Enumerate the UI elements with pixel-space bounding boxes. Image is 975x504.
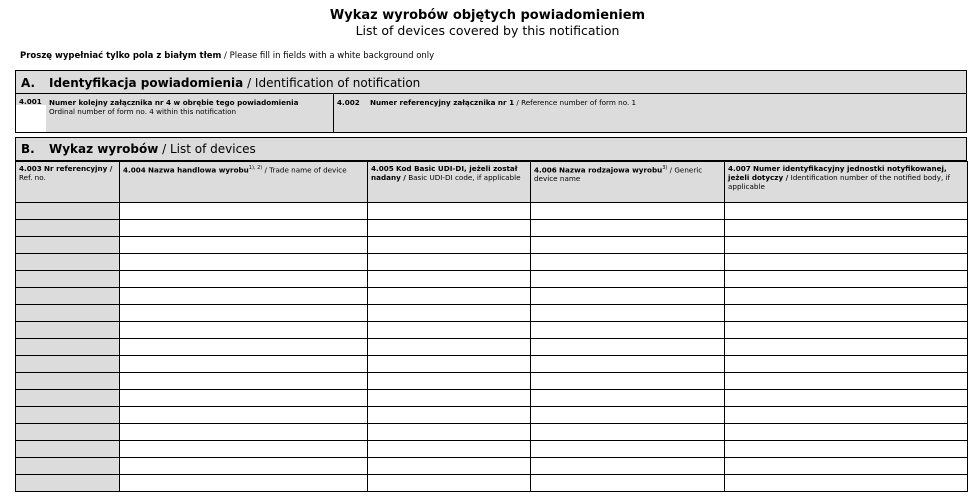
generic-name-cell[interactable] bbox=[531, 441, 725, 458]
trade-name-cell[interactable] bbox=[120, 373, 368, 390]
ref-no-cell bbox=[16, 237, 120, 254]
notified-body-cell[interactable] bbox=[725, 407, 968, 424]
table-row bbox=[16, 356, 968, 373]
field-4002 bbox=[334, 94, 966, 132]
ref-no-cell bbox=[16, 390, 120, 407]
table-row bbox=[16, 458, 968, 475]
notified-body-cell[interactable] bbox=[725, 356, 968, 373]
column-4004-footnote: 1), 2) bbox=[248, 165, 263, 171]
field-4001-label-english: Ordinal number of form no. 4 within this notification bbox=[49, 107, 237, 116]
instruction-separator: / bbox=[221, 51, 230, 61]
column-header-trade-name bbox=[120, 162, 368, 203]
basic-udi-di-cell[interactable] bbox=[368, 322, 531, 339]
devices-table-header bbox=[16, 162, 968, 203]
generic-name-cell[interactable] bbox=[531, 373, 725, 390]
notified-body-cell[interactable] bbox=[725, 237, 968, 254]
column-4004-label-english: / Trade name of device bbox=[262, 165, 347, 175]
column-4005-label-english: Basic UDI-DI code, if applicable bbox=[408, 173, 521, 182]
column-4007-label-polish: Numer identyfikacyjny jednostki notyfikowanej, jeżeli dotyczy / bbox=[728, 164, 947, 182]
notified-body-cell[interactable] bbox=[725, 288, 968, 305]
column-4005-number: 4.005 bbox=[371, 164, 394, 173]
column-4003-number: 4.003 bbox=[19, 164, 42, 173]
table-row bbox=[16, 390, 968, 407]
trade-name-cell[interactable] bbox=[120, 424, 368, 441]
ref-no-cell bbox=[16, 220, 120, 237]
table-row bbox=[16, 322, 968, 339]
trade-name-cell[interactable] bbox=[120, 356, 368, 373]
column-header-ref-no bbox=[16, 162, 120, 203]
ref-no-cell bbox=[16, 271, 120, 288]
notified-body-cell[interactable] bbox=[725, 373, 968, 390]
trade-name-cell[interactable] bbox=[120, 305, 368, 322]
table-row bbox=[16, 441, 968, 458]
column-4005-label-polish: Kod Basic UDI-DI, jeżeli został nadany / bbox=[371, 164, 518, 182]
basic-udi-di-cell[interactable] bbox=[368, 271, 531, 288]
ref-no-cell bbox=[16, 424, 120, 441]
generic-name-cell[interactable] bbox=[531, 458, 725, 475]
section-b-title bbox=[21, 142, 256, 156]
trade-name-cell[interactable] bbox=[120, 322, 368, 339]
table-row bbox=[16, 220, 968, 237]
ref-no-cell bbox=[16, 407, 120, 424]
generic-name-cell[interactable] bbox=[531, 424, 725, 441]
generic-name-cell[interactable] bbox=[531, 407, 725, 424]
column-4003-label-polish: Nr referencyjny / bbox=[44, 164, 113, 173]
field-4001-number: 4.001 bbox=[19, 97, 42, 106]
page-title bbox=[0, 8, 975, 39]
field-4001-label bbox=[49, 98, 332, 116]
notified-body-cell[interactable] bbox=[725, 203, 968, 220]
section-b-title-english: / List of devices bbox=[158, 142, 256, 156]
column-4007-label-english: Identification number of the notified body, if applicable bbox=[728, 173, 951, 191]
basic-udi-di-cell[interactable] bbox=[368, 458, 531, 475]
section-a-header bbox=[21, 76, 420, 90]
field-4001 bbox=[16, 94, 334, 132]
column-4006-label-polish: Nazwa rodzajowa wyrobu bbox=[559, 165, 663, 175]
trade-name-cell[interactable] bbox=[120, 390, 368, 407]
ref-no-cell bbox=[16, 203, 120, 220]
basic-udi-di-cell[interactable] bbox=[368, 288, 531, 305]
generic-name-cell[interactable] bbox=[531, 237, 725, 254]
generic-name-cell[interactable] bbox=[531, 475, 725, 492]
trade-name-cell[interactable] bbox=[120, 339, 368, 356]
trade-name-cell[interactable] bbox=[120, 441, 368, 458]
trade-name-cell[interactable] bbox=[120, 220, 368, 237]
notified-body-cell[interactable] bbox=[725, 339, 968, 356]
section-a-letter: A. bbox=[21, 76, 36, 90]
notified-body-cell[interactable] bbox=[725, 322, 968, 339]
instruction-polish: Proszę wypełniać tylko pola z białym tłem bbox=[20, 51, 222, 61]
trade-name-cell[interactable] bbox=[120, 203, 368, 220]
column-4004-label-polish: Nazwa handlowa wyrobu bbox=[148, 165, 249, 175]
basic-udi-di-cell[interactable] bbox=[368, 407, 531, 424]
title-polish: Wykaz wyrobów objętych powiadomieniem bbox=[329, 8, 646, 23]
basic-udi-di-cell[interactable] bbox=[368, 237, 531, 254]
field-4002-label bbox=[370, 98, 636, 107]
basic-udi-di-cell[interactable] bbox=[368, 373, 531, 390]
trade-name-cell[interactable] bbox=[120, 237, 368, 254]
field-4001-input[interactable] bbox=[16, 105, 46, 132]
table-row bbox=[16, 271, 968, 288]
generic-name-cell[interactable] bbox=[531, 203, 725, 220]
column-4006-footnote: 3) bbox=[662, 165, 668, 171]
ref-no-cell bbox=[16, 322, 120, 339]
column-4006-number: 4.006 bbox=[534, 165, 557, 175]
trade-name-cell[interactable] bbox=[120, 458, 368, 475]
table-row bbox=[16, 373, 968, 390]
notified-body-cell[interactable] bbox=[725, 441, 968, 458]
notified-body-cell[interactable] bbox=[725, 271, 968, 288]
ref-no-cell bbox=[16, 475, 120, 492]
column-header-generic-name bbox=[531, 162, 725, 203]
generic-name-cell[interactable] bbox=[531, 305, 725, 322]
notified-body-cell[interactable] bbox=[725, 220, 968, 237]
table-row bbox=[16, 339, 968, 356]
ref-no-cell bbox=[16, 441, 120, 458]
trade-name-cell[interactable] bbox=[120, 271, 368, 288]
table-row bbox=[16, 288, 968, 305]
notified-body-cell[interactable] bbox=[725, 458, 968, 475]
basic-udi-di-cell[interactable] bbox=[368, 254, 531, 271]
basic-udi-di-cell[interactable] bbox=[368, 424, 531, 441]
devices-table-body bbox=[16, 203, 968, 492]
field-4001-label-polish: Numer kolejny załącznika nr 4 w obrębie tego powiadomienia bbox=[49, 98, 299, 107]
notified-body-cell[interactable] bbox=[725, 424, 968, 441]
section-a-title-english: / Identification of notification bbox=[243, 76, 421, 90]
trade-name-cell[interactable] bbox=[120, 288, 368, 305]
trade-name-cell[interactable] bbox=[120, 254, 368, 271]
column-4006-label-english: / Generic device name bbox=[534, 165, 703, 184]
basic-udi-di-cell[interactable] bbox=[368, 475, 531, 492]
generic-name-cell[interactable] bbox=[531, 220, 725, 237]
table-row bbox=[16, 305, 968, 322]
ref-no-cell bbox=[16, 288, 120, 305]
table-row bbox=[16, 237, 968, 254]
basic-udi-di-cell[interactable] bbox=[368, 220, 531, 237]
generic-name-cell[interactable] bbox=[531, 390, 725, 407]
section-a bbox=[15, 70, 967, 133]
ref-no-cell bbox=[16, 305, 120, 322]
ref-no-cell bbox=[16, 373, 120, 390]
fill-instruction bbox=[20, 51, 434, 61]
ref-no-cell bbox=[16, 254, 120, 271]
trade-name-cell[interactable] bbox=[120, 407, 368, 424]
devices-table bbox=[15, 161, 968, 492]
notified-body-cell[interactable] bbox=[725, 305, 968, 322]
field-4002-label-english: / Reference number of form no. 1 bbox=[514, 98, 637, 107]
table-row bbox=[16, 254, 968, 271]
table-row bbox=[16, 424, 968, 441]
column-4007-number: 4.007 bbox=[728, 164, 751, 173]
basic-udi-di-cell[interactable] bbox=[368, 390, 531, 407]
section-a-title-polish: Identyfikacja powiadomienia bbox=[49, 76, 244, 90]
table-row bbox=[16, 203, 968, 220]
generic-name-cell[interactable] bbox=[531, 322, 725, 339]
generic-name-cell[interactable] bbox=[531, 339, 725, 356]
column-header-notified-body bbox=[725, 162, 968, 203]
notified-body-cell[interactable] bbox=[725, 475, 968, 492]
generic-name-cell[interactable] bbox=[531, 288, 725, 305]
column-header-basic-udi-di bbox=[368, 162, 531, 203]
ref-no-cell bbox=[16, 339, 120, 356]
generic-name-cell[interactable] bbox=[531, 254, 725, 271]
trade-name-cell[interactable] bbox=[120, 475, 368, 492]
title-english: List of devices covered by this notification bbox=[355, 23, 620, 38]
column-4003-label-english: Ref. no. bbox=[19, 173, 46, 182]
ref-no-cell bbox=[16, 356, 120, 373]
notified-body-cell[interactable] bbox=[725, 254, 968, 271]
ref-no-cell bbox=[16, 458, 120, 475]
notified-body-cell[interactable] bbox=[725, 390, 968, 407]
basic-udi-di-cell[interactable] bbox=[368, 339, 531, 356]
column-4004-number: 4.004 bbox=[123, 165, 146, 175]
section-b-header bbox=[15, 137, 967, 161]
section-b-title-polish: Wykaz wyrobów bbox=[49, 142, 159, 156]
section-b-letter: B. bbox=[21, 142, 35, 156]
table-row bbox=[16, 475, 968, 492]
generic-name-cell[interactable] bbox=[531, 356, 725, 373]
instruction-english: Please fill in fields with a white background only bbox=[229, 51, 435, 61]
field-4002-number: 4.002 bbox=[337, 98, 360, 107]
table-row bbox=[16, 407, 968, 424]
basic-udi-di-cell[interactable] bbox=[368, 356, 531, 373]
basic-udi-di-cell[interactable] bbox=[368, 305, 531, 322]
basic-udi-di-cell[interactable] bbox=[368, 203, 531, 220]
basic-udi-di-cell[interactable] bbox=[368, 441, 531, 458]
generic-name-cell[interactable] bbox=[531, 271, 725, 288]
field-4002-label-polish: Numer referencyjny załącznika nr 1 bbox=[370, 98, 515, 107]
